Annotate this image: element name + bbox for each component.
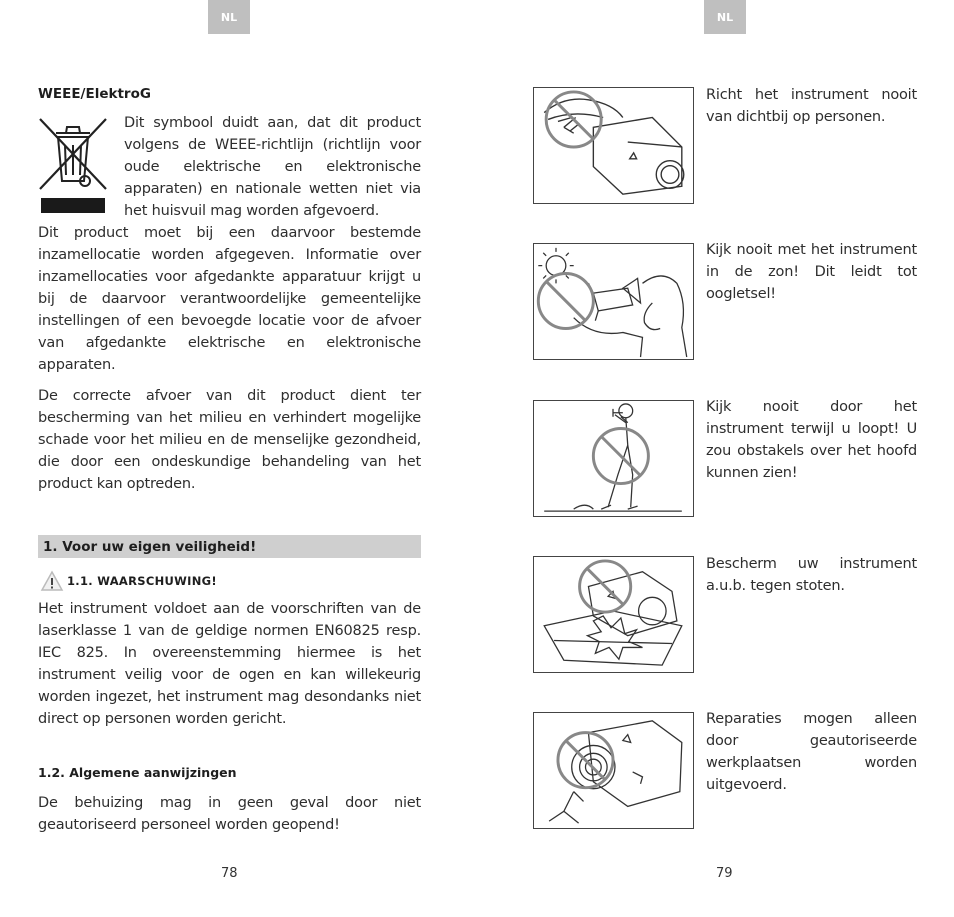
language-tab-left: NL <box>208 0 250 34</box>
weee-paragraph-2: Dit product moet bij een daarvoor bestemde inzamellocatie worden afgegeven. Informatie over inzamellocaties voor afgedankte apparatuur krijgt u bij de daarvoor verantwoordelijke gemeentelijke instellingen of een bevoegde locatie voor de afvoer van afgedankte elektrische en elektronische apparaten. <box>38 225 421 373</box>
impact-prohibited-icon <box>533 556 694 673</box>
repair-prohibited-icon <box>533 712 694 829</box>
caption-impact: Bescherm uw instrument a.u.b. tegen stoten. <box>706 556 917 594</box>
weee-paragraph-3: De correcte afvoer van dit product dient ter bescherming van het milieu en verhindert mogelijke schade voor het milieu en de menselijke gezondheid, die door een ondeskundige behandeling van het product kan optreden. <box>38 388 421 492</box>
caption-walking: Kijk nooit door het instrument terwijl u loopt! U zou obstakels over het hoofd kunnen zien! <box>706 399 917 481</box>
crossed-bin-icon <box>38 115 108 215</box>
language-tab-right: NL <box>704 0 746 34</box>
warning-subheading <box>40 570 217 592</box>
page-number-right: 79 <box>716 866 733 881</box>
caption-repair: Reparaties mogen alleen door geautoriseerde werkplaatsen worden uitgevoerd. <box>706 711 917 793</box>
general-notes-paragraph: De behuizing mag in geen geval door niet geautoriseerd personeel worden geopend! <box>38 795 421 833</box>
general-notes-heading: 1.2. Algemene aanwijzingen <box>38 765 237 780</box>
walking-viewing-prohibited-icon <box>533 400 694 517</box>
section-heading-safety: 1. Voor uw eigen veiligheid! <box>38 535 421 558</box>
warning-paragraph: Het instrument voldoet aan de voorschriften van de laserklasse 1 van de geldige normen EN60825 resp. IEC 825. In overeenstemming hiermee is het instrument veilig voor de ogen en kan willekeurig worden ingezet, het instrument mag desondanks niet direct op personen worden gericht. <box>38 601 421 727</box>
weee-paragraph-1: Dit symbool duidt aan, dat dit product volgens de WEEE-richtlijn (richtlijn voor oude elektrische en elektronische apparaten) en nationale wetten niet via het huisvuil mag worden afgevoerd. <box>124 115 421 219</box>
laser-eye-prohibited-icon <box>533 87 694 204</box>
sun-viewing-prohibited-icon <box>533 243 694 360</box>
warning-triangle-icon <box>40 570 64 592</box>
caption-laser-eye: Richt het instrument nooit van dichtbij op personen. <box>706 87 917 125</box>
page-number-left: 78 <box>221 866 238 881</box>
weee-heading: WEEE/ElektroG <box>38 86 151 102</box>
caption-sun: Kijk nooit met het instrument in de zon! Dit leidt tot oogletsel! <box>706 242 917 302</box>
warning-label: 1.1. WAARSCHUWING! <box>67 574 217 588</box>
